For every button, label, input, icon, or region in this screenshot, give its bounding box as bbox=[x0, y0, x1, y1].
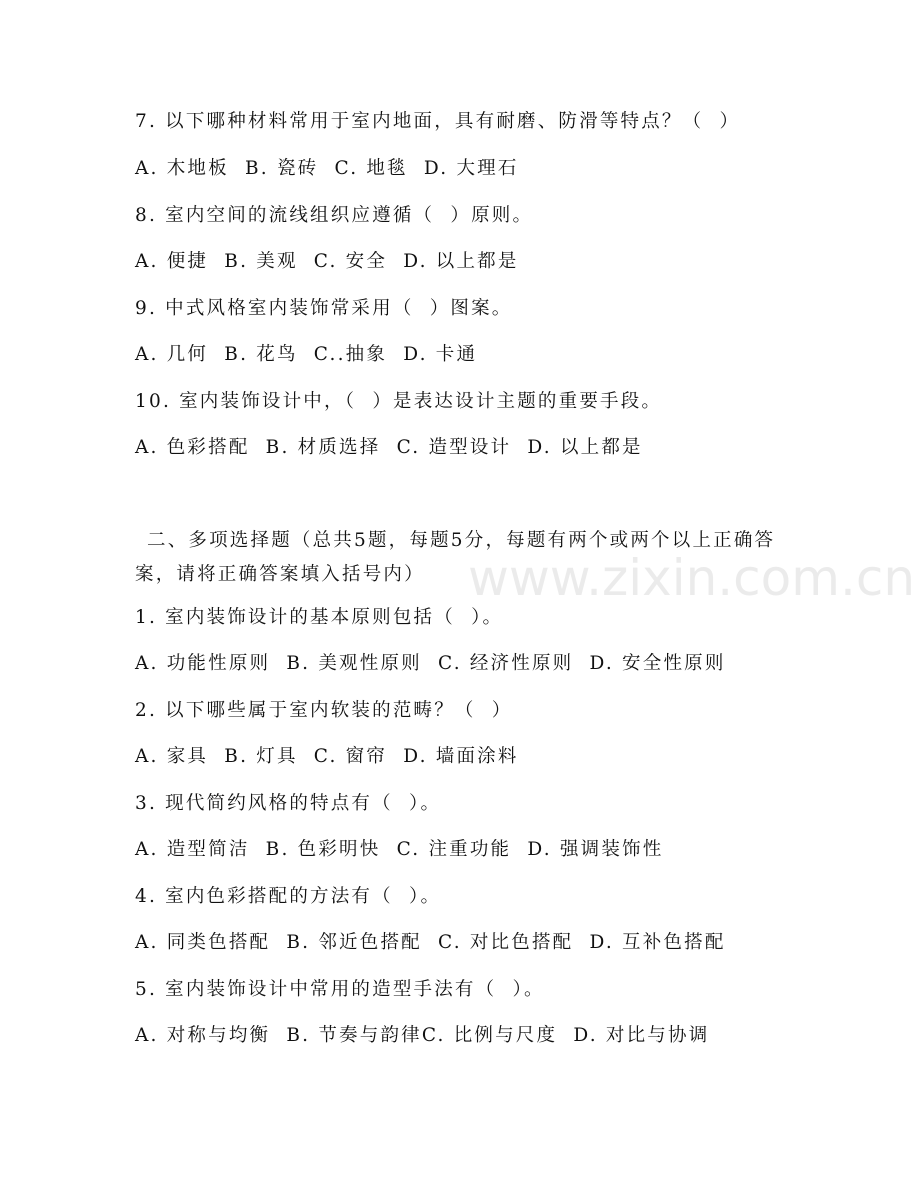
question-10-stem: 10. 室内装饰设计中，（ ）是表达设计主题的重要手段。 bbox=[135, 391, 663, 412]
question-8-options: A. 便捷 B. 美观 C. 安全 D. 以上都是 bbox=[135, 251, 519, 272]
multi-question-1-options: A. 功能性原则 B. 美观性原则 C. 经济性原则 D. 安全性原则 bbox=[135, 653, 726, 674]
watermark: www.zixin.com.cn bbox=[468, 549, 916, 607]
question-9-stem: 9. 中式风格室内装饰常采用（ ）图案。 bbox=[135, 298, 513, 319]
section-heading-multiple-choice: 二、多项选择题（总共5题，每题5分，每题有两个或两个以上正确答案，请将正确答案填入括号内） bbox=[135, 530, 776, 585]
question-9-options: A. 几何 B. 花鸟 C..抽象 D. 卡通 bbox=[135, 344, 478, 365]
multi-question-2-options: A. 家具 B. 灯具 C. 窗帘 D. 墙面涂料 bbox=[135, 746, 519, 767]
multi-question-5-options: A. 对称与均衡 B. 节奏与韵律C. 比例与尺度 D. 对比与协调 bbox=[135, 1025, 710, 1046]
multi-question-5-stem: 5. 室内装饰设计中常用的造型手法有（ ）。 bbox=[135, 979, 545, 1000]
multi-question-3-options: A. 造型简洁 B. 色彩明快 C. 注重功能 D. 强调装饰性 bbox=[135, 839, 664, 860]
question-10-options: A. 色彩搭配 B. 材质选择 C. 造型设计 D. 以上都是 bbox=[135, 437, 643, 458]
question-7-stem: 7. 以下哪种材料常用于室内地面，具有耐磨、防滑等特点？（ ） bbox=[135, 111, 741, 132]
multi-question-4-stem: 4. 室内色彩搭配的方法有（ ）。 bbox=[135, 886, 442, 907]
multi-question-1-stem: 1. 室内装饰设计的基本原则包括（ ）。 bbox=[135, 607, 504, 628]
question-8-stem: 8. 室内空间的流线组织应遵循（ ）原则。 bbox=[135, 205, 534, 226]
multi-question-2-stem: 2. 以下哪些属于室内软装的范畴？（ ） bbox=[135, 700, 513, 721]
question-7-options: A. 木地板 B. 瓷砖 C. 地毯 D. 大理石 bbox=[135, 158, 519, 179]
multi-question-4-options: A. 同类色搭配 B. 邻近色搭配 C. 对比色搭配 D. 互补色搭配 bbox=[135, 932, 726, 953]
multi-question-3-stem: 3. 现代简约风格的特点有（ ）。 bbox=[135, 793, 442, 814]
